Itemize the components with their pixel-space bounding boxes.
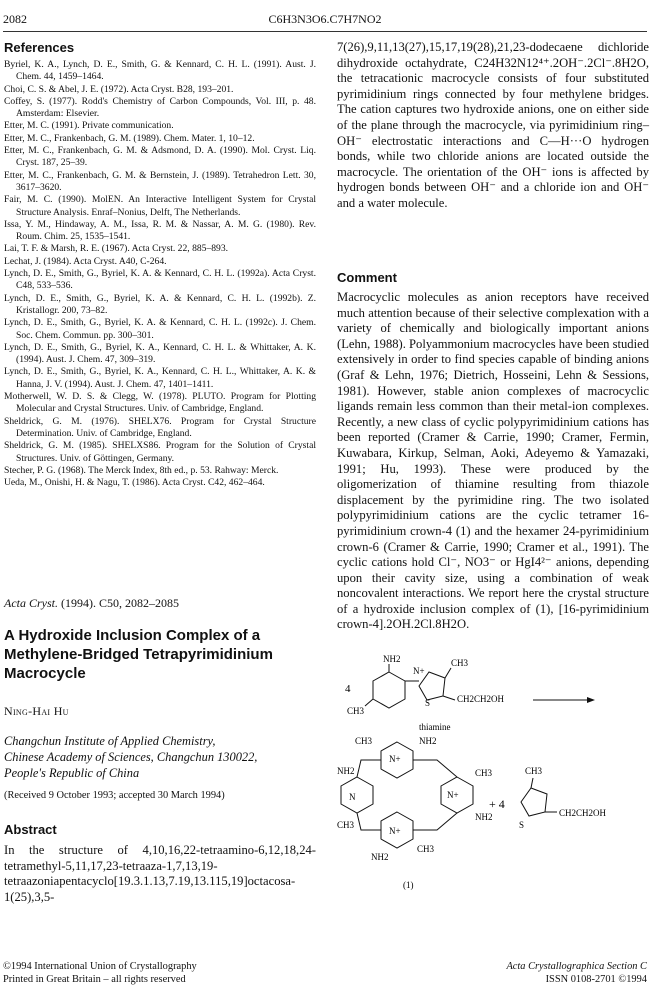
author-name: Ning-Hai Hu (4, 704, 69, 718)
scheme-plus-four: + 4 (489, 797, 505, 811)
scheme-label: CH3 (347, 706, 365, 716)
macrocycle-ring-shape (341, 777, 373, 813)
comment-text: Macrocyclic molecules as anion receptors have received much attention because of their selective complexation with a variety of chemically and biologically important anions (Lehn, 1988). Polyammonium macrocycles have been studied extensively in order to find species capable of binding anions (Graf & Lehn, 1976; Dietrich, Hosseini, Lehn & Sessions, 1981). However, stable anion complexes of macrocyclic ligands remain less common than their metal-ion complexes. Recently, a new class of cyclic polypyrimidinium cations has been reported (Cramer & Carrie, 1990; Cramer, Fermin, Kuwabara, Kirkup, Selman, Aoki, Adeyemo & Yamazaki, 1991; Hu, 1993). These were produced by the oligomerization of thiamine resulting from thiazole displacement by the pyrimidine ring. The two isolated polypyrimidinium cations are the cyclic tetramer 16-pyrimidinium crown-4 (1) and the hexamer 24-pyrimidinium crown-6 (Cramer & Carrie, 1990; Cramer et al., 1991). The cyclic cations hold Cl⁻, NO3⁻ or HgI4²⁻ anions, depending upon their cavity size, using a combination of weak noncovalent interactions. We report here the crystal structure of a hydroxide inclusion complex of (1), [16-pyrimidinium crown-4].2OH.2Cl.8H2O. (337, 290, 649, 632)
abstract-continued (337, 40, 649, 212)
abstract-heading: Abstract (4, 822, 57, 837)
footer-right (506, 960, 647, 986)
copyright-line: ©1994 International Union of Crystallography (3, 961, 197, 972)
scheme-compound-label: (1) (403, 880, 414, 890)
scheme-label: CH3 (337, 820, 355, 830)
reference-item: Lynch, D. E., Smith, G., Byriel, K. A. & Kennard, C. H. L. (1992c). J. Chem. Soc. Chem. Commun. pp. 300–301. (4, 317, 316, 341)
scheme-label: N+ (447, 790, 459, 800)
scheme-coefficient: 4 (345, 683, 351, 695)
reference-item: Etter, M. C., Frankenbach, G. M. & Adsmond, D. A. (1990). Mol. Cryst. Liq. Cryst. 187, 25–39. (4, 145, 316, 169)
reaction-scheme (337, 654, 649, 922)
references-section (4, 40, 316, 489)
journal-name: Acta Cryst. (4, 596, 58, 610)
reference-item: Etter, M. C., Frankenbach, G. M. (1989). Chem. Mater. 1, 10–12. (4, 132, 255, 144)
scheme-label: CH3 (525, 766, 543, 776)
reference-list (4, 59, 316, 489)
scheme-label: CH3 (451, 658, 469, 668)
scheme-label: CH2CH2OH (457, 694, 505, 704)
reaction-scheme-drawing (337, 654, 649, 922)
reference-item: Stecher, P. G. (1968). The Merck Index, 8th ed., p. 53. Rahway: Merck. (4, 464, 279, 476)
page-number: 2082 (3, 12, 27, 26)
thiazole-ring-shape (521, 788, 547, 816)
reference-item: Lynch, D. E., Smith, G., Byriel, K. A., Kennard, C. H. L. & Whittaker, A. K. (1994). Aust. J. Chem. 47, 309–319. (4, 341, 316, 366)
reference-item: Lynch, D. E., Smith, G., Byriel, K. A. & Kennard, C. H. L. (1992a). Acta Cryst. C48, 533–536. (4, 268, 316, 292)
reference-item: Lechat, J. (1984). Acta Cryst. A40, C-264. (4, 255, 167, 267)
footer-left (3, 960, 197, 986)
references-heading: References (4, 40, 75, 55)
affiliation-line: Chinese Academy of Sciences, Changchun 130022, (4, 750, 258, 764)
scheme-label: N+ (389, 754, 401, 764)
scheme-label: CH3 (355, 736, 373, 746)
reference-item: Coffey, S. (1977). Rodd's Chemistry of Carbon Compounds, Vol. III, p. 48. Amsterdam: Elsevier. (4, 95, 316, 120)
scheme-label: NH2 (337, 766, 355, 776)
journal-volume-pages: (1994). C50, 2082–2085 (61, 596, 179, 610)
running-header (3, 12, 647, 28)
scheme-label: N+ (389, 826, 401, 836)
scheme-label: NH2 (371, 852, 389, 862)
scheme-label: N (349, 792, 356, 802)
reference-item: Motherwell, W. D. S. & Clegg, W. (1978). PLUTO. Program for Plotting Molecular and Crystal Structures. Univ. of Cambridge, England. (4, 391, 316, 415)
journal-citation (4, 596, 179, 611)
reference-item: Choi, C. S. & Abel, J. E. (1972). Acta Cryst. B28, 193–201. (4, 83, 234, 95)
abstract-text-right: 7(26),9,11,13(27),15,17,19(28),21,23-dodecaene dichloride dihydroxide octahydrate, C24H32N12⁴⁺.2OH⁻.2Cl⁻.8H2O, the tetracationic macrocycle consists of four substituted pyrimidinium rings connected by four methylene bridges. The cation captures two hydroxide anions, one on either side of the plane through the macrocycle, via pyrimidinium ring–OH⁻ electrostatic interactions and C—H···O hydrogen bonds, while two chloride anions are located outside the macrocycle. The orientation of the OH⁻ ions is affected by hydrogen bonds between OH⁻ and a chloride ion and OH⁻ and a water molecule. (337, 40, 649, 210)
scheme-label: NH2 (383, 654, 401, 664)
scheme-label: NH2 (475, 812, 493, 822)
scheme-label: NH2 (419, 736, 437, 746)
scheme-label: S (519, 820, 525, 830)
affiliation (4, 733, 257, 781)
reference-item: Lynch, D. E., Smith, G., Byriel, K. A. & Kennard, C. H. L. (1992b). Z. Kristallogr. 200, 73–82. (4, 292, 316, 316)
pyrimidine-ring-shape (373, 672, 405, 708)
reference-item: Sheldrick, G. M. (1976). SHELX76. Program for Crystal Structure Determination. Univ. of Cambridge, England. (4, 415, 316, 439)
reference-item: Etter, M. C., Frankenbach, G. M. & Bernstein, J. (1989). Tetrahedron Lett. 30, 3617–3620. (4, 169, 316, 193)
reaction-arrow-icon (587, 697, 595, 703)
affiliation-line: People's Republic of China (4, 766, 140, 780)
abstract-text-left: In the structure of 4,10,16,22-tetraamino-6,12,18,24-tetramethyl-5,11,17,23-tetraaza-1,7,13,19-tetraazoniapentacyclo[19.3.1.13,7.19,13.115,19]octacosa-1(25),3,5- (4, 843, 316, 904)
scheme-label: CH3 (417, 844, 435, 854)
reference-item: Ueda, M., Onishi, H. & Nagu, T. (1986). Acta Cryst. C42, 462–464. (4, 477, 265, 489)
affiliation-line: Changchun Institute of Applied Chemistry, (4, 734, 216, 748)
scheme-label: N+ (413, 666, 425, 676)
scheme-label: CH2CH2OH (559, 808, 607, 818)
running-title: C6H3N3O6.C7H7NO2 (268, 12, 382, 26)
scheme-thiamine-label: thiamine (419, 722, 451, 732)
reference-item: Etter, M. C. (1991). Private communication. (4, 120, 174, 132)
thiazole-ring-shape (419, 672, 445, 700)
received-dates: (Received 9 October 1993; accepted 30 March 1994) (4, 790, 225, 801)
comment-heading: Comment (337, 270, 397, 285)
printed-line: Printed in Great Britain – all rights reserved (3, 974, 186, 985)
scheme-label: CH3 (475, 768, 493, 778)
reference-item: Lynch, D. E., Smith, G., Byriel, K. A., Kennard, C. H. L., Whittaker, A. K. & Hanna, J. V. (1994). Aust. J. Chem. 47, 1401–1411. (4, 366, 316, 390)
article-title: A Hydroxide Inclusion Complex of a Methylene-Bridged Tetrapyrimidinium Macrocycle (4, 627, 273, 682)
reference-item: Sheldrick, G. M. (1985). SHELXS86. Program for the Solution of Crystal Structures. Univ. of Göttingen, Germany. (4, 440, 316, 464)
journal-section-line: Acta Crystallographica Section C (506, 961, 647, 972)
scheme-label: S (425, 698, 431, 708)
reference-item: Fair, M. C. (1990). MolEN. An Interactive Intelligent System for Crystal Structure Analysis. Enraf–Nonius, Delft, The Netherlands. (4, 194, 316, 218)
header-rule (3, 31, 647, 32)
reference-item: Lai, T. F. & Marsh, R. E. (1967). Acta Cryst. 22, 885–893. (4, 243, 229, 255)
issn-line: ISSN 0108-2701 ©1994 (545, 974, 647, 985)
reference-item: Byriel, K. A., Lynch, D. E., Smith, G. & Kennard, C. H. L. (1991). Aust. J. Chem. 44, 1459–1464. (4, 59, 316, 83)
reference-item: Issa, Y. M., Hindaway, A. M., Issa, R. M. & Nassar, A. M. G. (1980). Rev. Roum. Chim. 25, 1535–1541. (4, 218, 316, 243)
